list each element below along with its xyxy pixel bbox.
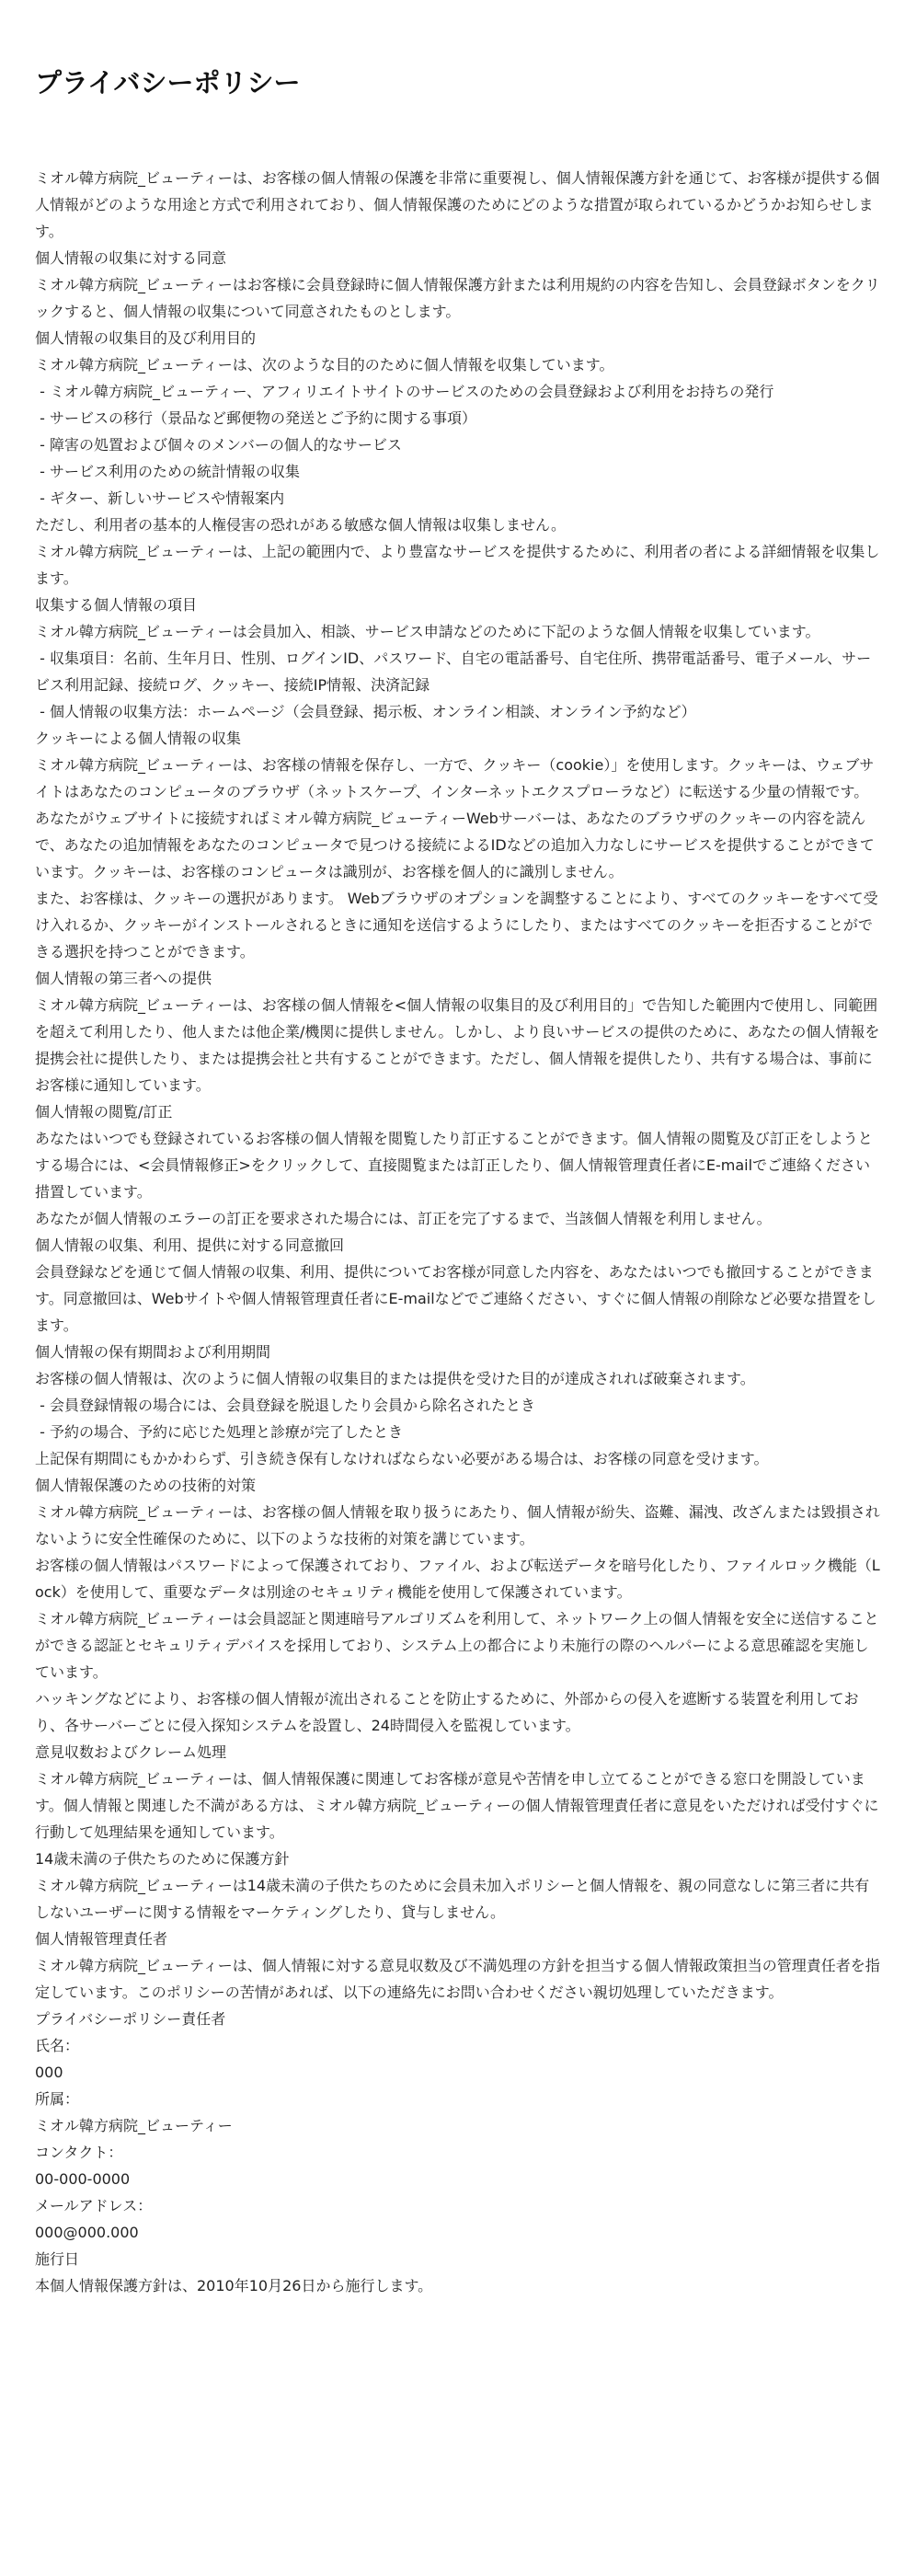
- policy-line: - 個人情報の収集方法：ホームページ（会員登録、掲示板、オンライン相談、オンライン予約など）: [35, 703, 696, 720]
- policy-line: ミオル韓方病院_ビューティーは、お客様の個人情報の保護を非常に重要視し、個人情報保護方針を通じて、お客様が提供する個人情報がどのような用途と方式で利用されており、個人情報保護のためにどのような措置が取られているかどうかお知らせします。: [35, 169, 880, 240]
- policy-line: ミオル韓方病院_ビューティーは、個人情報保護に関連してお客様が意見や苦情を申し立てることができる窓口を開設しています。個人情報と関連した不満がある方は、ミオル韓方病院_ビューティーの個人情報管理責任者に意見をいただければ受付すぐに行動して処理結果を通知しています。: [35, 1770, 879, 1841]
- policy-line: ミオル韓方病院_ビューティーは、お客様の情報を保存し、一方で、クッキー（cookie）」を使用します。クッキーは、ウェブサイトはあなたのコンピュータのブラウザ（ネットスケープ、インターネットエクスプローラなど）に転送する少量の情報です。あなたがウェブサイトに接続すればミオル韓方病院_ビューティーWebサーバーは、あなたのブラウザのクッキーの内容を読んで、あなたの追加情報をあなたのコンピュータで見つける接続によるIDなどの追加入力なしにサービスを提供することができています。クッキーは、お客様のコンピュータは識別が、お客様を個人的に識別しません。: [35, 756, 875, 880]
- policy-line: 個人情報の第三者への提供: [35, 970, 212, 987]
- policy-line: 所属：: [35, 2090, 80, 2108]
- policy-line: クッキーによる個人情報の収集: [35, 730, 242, 747]
- policy-line: ただし、利用者の基本的人権侵害の恐れがある敏感な個人情報は収集しません。: [35, 516, 566, 534]
- policy-line: - 障害の処置および個々のメンバーの個人的なサービス: [35, 436, 402, 454]
- policy-line: 14歳未満の子供たちのために保護方針: [35, 1850, 290, 1868]
- policy-line: お客様の個人情報は、次のように個人情報の収集目的または提供を受けた目的が達成されれば破棄されます。: [35, 1370, 755, 1387]
- policy-line: - サービス利用のための統計情報の収集: [35, 463, 300, 480]
- policy-line: コンタクト：: [35, 2144, 123, 2161]
- page-title: プライバシーポリシー: [35, 67, 301, 98]
- policy-line: 個人情報の閲覧/訂正: [35, 1103, 173, 1121]
- policy-line: 個人情報の保有期間および利用期間: [35, 1343, 271, 1361]
- policy-line: あなたはいつでも登録されているお客様の個人情報を閲覧したり訂正することができます。個人情報の閲覧及び訂正をしようとする場合には、<会員情報修正>をクリックして、直接閲覧または訂正したり、個人情報管理責任者にE-mailでご連絡ください措置しています。: [35, 1130, 873, 1201]
- policy-line: - ギター、新しいサービスや情報案内: [35, 489, 285, 507]
- policy-line: 個人情報管理責任者: [35, 1930, 168, 1948]
- policy-line: 本個人情報保護方針は、2010年10月26日から施行します。: [35, 2277, 433, 2294]
- policy-line: ミオル韓方病院_ビューティーは、個人情報に対する意見収数及び不満処理の方針を担当する個人情報政策担当の管理責任者を指定しています。このポリシーの苦情があれば、以下の連絡先にお問い合わせください親切処理していただきます。: [35, 1957, 880, 2001]
- policy-line: - 会員登録情報の場合には、会員登録を脱退したり会員から除名されたとき: [35, 1397, 535, 1414]
- policy-line: - 収集項目：名前、生年月日、性別、ログインID、パスワード、自宅の電話番号、自宅住所、携帯電話番号、電子メール、サービス利用記録、接続ログ、クッキー、接続IP情報、決済記録: [35, 650, 872, 694]
- policy-line: また、お客様は、クッキーの選択があります。 Webブラウザのオプションを調整することにより、すべてのクッキーをすべて受け入れるか、クッキーがインストールされるときに通知を送信するようにしたり、またはすべてのクッキーを拒否することができる選択を持つことができます。: [35, 890, 878, 960]
- policy-line: ミオル韓方病院_ビューティーは、お客様の個人情報を<個人情報の収集目的及び利用目的」で告知した範囲内で使用し、同範囲を超えて利用したり、他人または他企業/機関に提供しません。しかし、より良いサービスの提供のために、あなたの個人情報を提携会社に提供したり、または提携会社と共有することができます。ただし、個人情報を提供したり、共有する場合は、事前にお客様に通知しています。: [35, 996, 880, 1094]
- policy-line: 000: [35, 2064, 63, 2081]
- policy-line: 00-000-0000: [35, 2170, 131, 2188]
- policy-line: 施行日: [35, 2250, 80, 2268]
- policy-line: 収集する個人情報の項目: [35, 596, 198, 614]
- policy-line: 000@000.000: [35, 2224, 139, 2241]
- policy-line: メールアドレス：: [35, 2197, 153, 2214]
- policy-line: ミオル韓方病院_ビューティーは、お客様の個人情報を取り扱うにあたり、個人情報が紛失、盗難、漏洩、改ざんまたは毀損されないように安全性確保のために、以下のような技術的対策を講じています。: [35, 1503, 880, 1547]
- policy-line: お客様の個人情報はパスワードによって保護されており、ファイル、および転送データを暗号化したり、ファイルロック機能（Lock）を使用して、重要なデータは別途のセキュリティ機能を使用して保護されています。: [35, 1557, 880, 1601]
- policy-line: ミオル韓方病院_ビューティーは会員認証と関連暗号アルゴリズムを利用して、ネットワーク上の個人情報を安全に送信することができる認証とセキュリティデバイスを採用しており、システム上の都合により未施行の際のヘルパーによる意思確認を実施しています。: [35, 1610, 879, 1681]
- policy-line: ミオル韓方病院_ビューティーはお客様に会員登録時に個人情報保護方針または利用規約の内容を告知し、会員登録ボタンをクリックすると、個人情報の収集について同意されたものとします。: [35, 276, 880, 320]
- policy-line: プライバシーポリシー責任者: [35, 2010, 226, 2028]
- policy-line: 会員登録などを通じて個人情報の収集、利用、提供についてお客様が同意した内容を、あなたはいつでも撤回することができます。同意撤回は、Webサイトや個人情報管理責任者にE-mailなどでご連絡ください、すぐに個人情報の削除など必要な措置をします。: [35, 1263, 876, 1334]
- policy-line: 個人情報保護のための技術的対策: [35, 1477, 257, 1494]
- policy-line: - 予約の場合、予約に応じた処理と診療が完了したとき: [35, 1423, 403, 1441]
- policy-body: [35, 165, 883, 2299]
- policy-line: ミオル韓方病院_ビューティーは、次のような目的のために個人情報を収集しています。: [35, 356, 614, 374]
- policy-line: - サービスの移行（景品など郵便物の発送とご予約に関する事項）: [35, 409, 476, 427]
- policy-line: ミオル韓方病院_ビューティーは、上記の範囲内で、より豊富なサービスを提供するために、利用者の者による詳細情報を収集します。: [35, 543, 880, 587]
- policy-line: ミオル韓方病院_ビューティー: [35, 2117, 233, 2134]
- policy-line: 意見収数およびクレーム処理: [35, 1743, 227, 1761]
- policy-line: ミオル韓方病院_ビューティーは14歳未満の子供たちのために会員未加入ポリシーと個人情報を、親の同意なしに第三者に共有しないユーザーに関する情報をマーケティングしたり、貸与しません。: [35, 1877, 870, 1921]
- policy-line: 氏名：: [35, 2037, 80, 2054]
- policy-line: 個人情報の収集に対する同意: [35, 249, 227, 267]
- policy-line: 個人情報の収集、利用、提供に対する同意撤回: [35, 1236, 345, 1254]
- policy-line: あなたが個人情報のエラーの訂正を要求された場合には、訂正を完了するまで、当該個人情報を利用しません。: [35, 1210, 772, 1227]
- policy-line: - ミオル韓方病院_ビューティー、アフィリエイトサイトのサービスのための会員登録および利用をお持ちの発行: [35, 383, 774, 400]
- policy-line: 上記保有期間にもかかわらず、引き続き保有しなければならない必要がある場合は、お客様の同意を受けます。: [35, 1450, 769, 1467]
- policy-line: 個人情報の収集目的及び利用目的: [35, 329, 257, 347]
- policy-line: ミオル韓方病院_ビューティーは会員加入、相談、サービス申請などのために下記のような個人情報を収集しています。: [35, 623, 820, 640]
- policy-line: ハッキングなどにより、お客様の個人情報が流出されることを防止するために、外部からの侵入を遮断する装置を利用しており、各サーバーごとに侵入探知システムを設置し、24時間侵入を監視しています。: [35, 1690, 859, 1734]
